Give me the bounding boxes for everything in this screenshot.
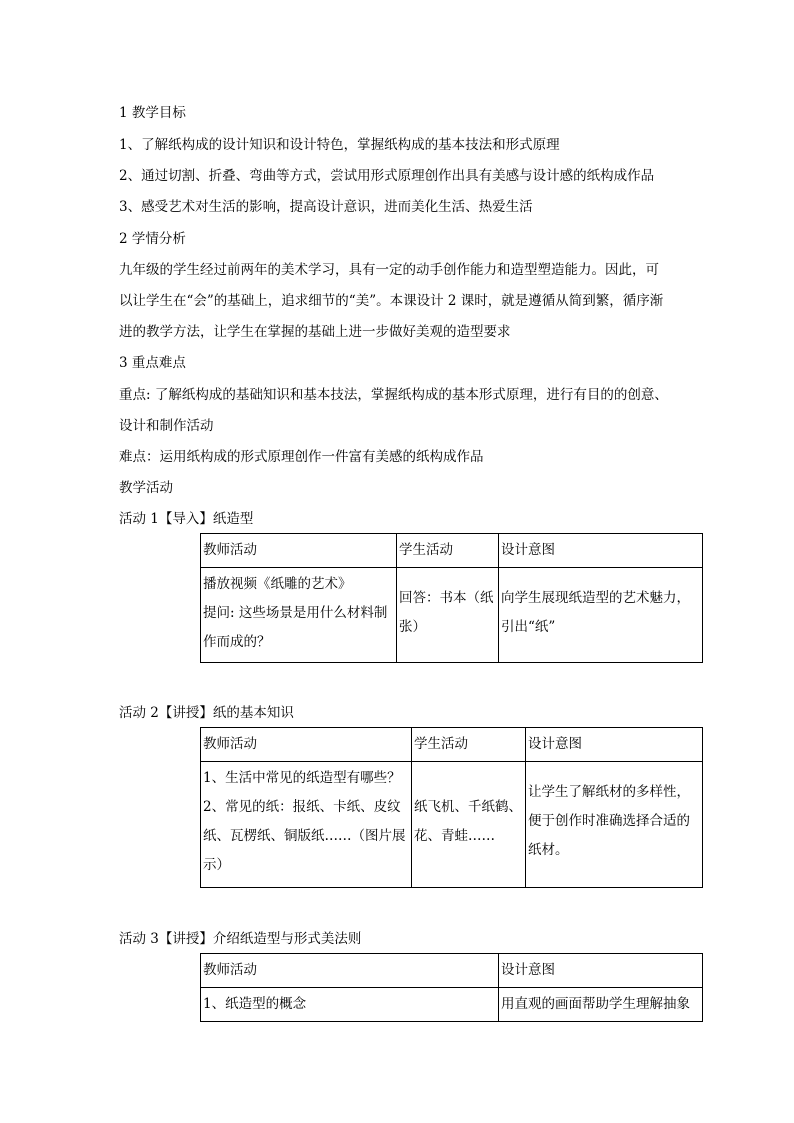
difficulty-line: 难点：运用纸构成的形式原理创作一件富有美感的纸构成作品	[119, 449, 484, 465]
teacher-line: 1、纸造型的概念	[203, 996, 307, 1012]
teacher-line: 2、常见的纸：报纸、卡纸、皮纹	[203, 799, 401, 815]
student-line: 张）	[399, 619, 426, 635]
intent-line: 向学生展现纸造型的艺术魅力，	[501, 590, 690, 606]
teacher-cell	[201, 762, 412, 888]
student-line: 纸飞机、千纸鹤、	[414, 799, 522, 815]
intent-cell	[499, 988, 703, 1022]
teacher-cell	[201, 568, 397, 663]
focus-heading: 3 重点难点	[119, 355, 186, 371]
header-intent: 设计意图	[499, 954, 703, 988]
student-cell	[397, 568, 499, 663]
teacher-line: 提问: 这些场景是用什么材料制	[203, 605, 388, 621]
intent-cell	[526, 762, 703, 888]
activity-1-table	[200, 533, 703, 663]
analysis-heading: 2 学情分析	[119, 231, 186, 247]
teacher-line: 1、生活中常见的纸造型有哪些？	[203, 770, 401, 786]
analysis-line-3: 进的教学方法，让学生在掌握的基础上进一步做好美观的造型要求	[119, 324, 511, 340]
intent-line: 让学生了解纸材的多样性，	[528, 784, 690, 800]
table-row	[201, 568, 703, 663]
intent-line: 便于创作时准确选择合适的	[528, 813, 690, 829]
table-header-row	[201, 534, 703, 568]
header-teacher: 教师活动	[201, 534, 397, 568]
header-intent: 设计意图	[526, 728, 703, 762]
header-student: 学生活动	[397, 534, 499, 568]
table-header-row	[201, 728, 703, 762]
teacher-line: 作而成的？	[203, 634, 271, 650]
goal-2: 2、通过切割、折叠、弯曲等方式，尝试用形式原理创作出具有美感与设计感的纸构成作品	[119, 168, 655, 184]
activity-3-title: 活动 3【讲授】介绍纸造型与形式美法则	[119, 931, 362, 947]
student-line: 花、青蛙……	[414, 828, 495, 844]
goals-heading: 1 教学目标	[119, 105, 186, 121]
intent-line: 用直观的画面帮助学生理解抽象	[501, 996, 690, 1012]
focus-line-1: 重点: 了解纸构成的基础知识和基本技法，掌握纸构成的基本形式原理，进行有目的的创意、	[119, 387, 668, 403]
intent-line: 引出“纸”	[501, 619, 556, 635]
teacher-line: 播放视频《纸雕的艺术》	[203, 576, 352, 592]
header-teacher: 教师活动	[201, 954, 499, 988]
student-cell	[412, 762, 526, 888]
activities-heading: 教学活动	[119, 480, 173, 496]
activity-3-table	[200, 953, 703, 1022]
teacher-cell	[201, 988, 499, 1022]
teacher-line: 示）	[203, 857, 230, 873]
header-teacher: 教师活动	[201, 728, 412, 762]
goal-1: 1、了解纸构成的设计知识和设计特色，掌握纸构成的基本技法和形式原理	[119, 137, 560, 153]
header-student: 学生活动	[412, 728, 526, 762]
goal-3: 3、感受艺术对生活的影响，提高设计意识，进而美化生活、热爱生活	[119, 199, 533, 215]
table-row	[201, 988, 703, 1022]
intent-line: 纸材。	[528, 842, 569, 858]
table-row	[201, 762, 703, 888]
analysis-line-2: 以让学生在“会”的基础上，追求细节的“美”。本课设计 2 课时，就是遵循从简到繁，循序渐	[119, 293, 664, 309]
analysis-line-1: 九年级的学生经过前两年的美术学习，具有一定的动手创作能力和造型塑造能力。因此，可	[119, 262, 659, 278]
activity-2-title: 活动 2【讲授】纸的基本知识	[119, 705, 294, 721]
activity-1-title: 活动 1【导入】纸造型	[119, 511, 254, 527]
student-line: 回答：书本（纸	[399, 590, 494, 606]
intent-cell	[499, 568, 703, 663]
table-header-row	[201, 954, 703, 988]
header-intent: 设计意图	[499, 534, 703, 568]
teacher-line: 纸、瓦楞纸、铜版纸……（图片展	[203, 828, 406, 844]
focus-line-2: 设计和制作活动	[119, 418, 214, 434]
activity-2-table	[200, 727, 703, 888]
